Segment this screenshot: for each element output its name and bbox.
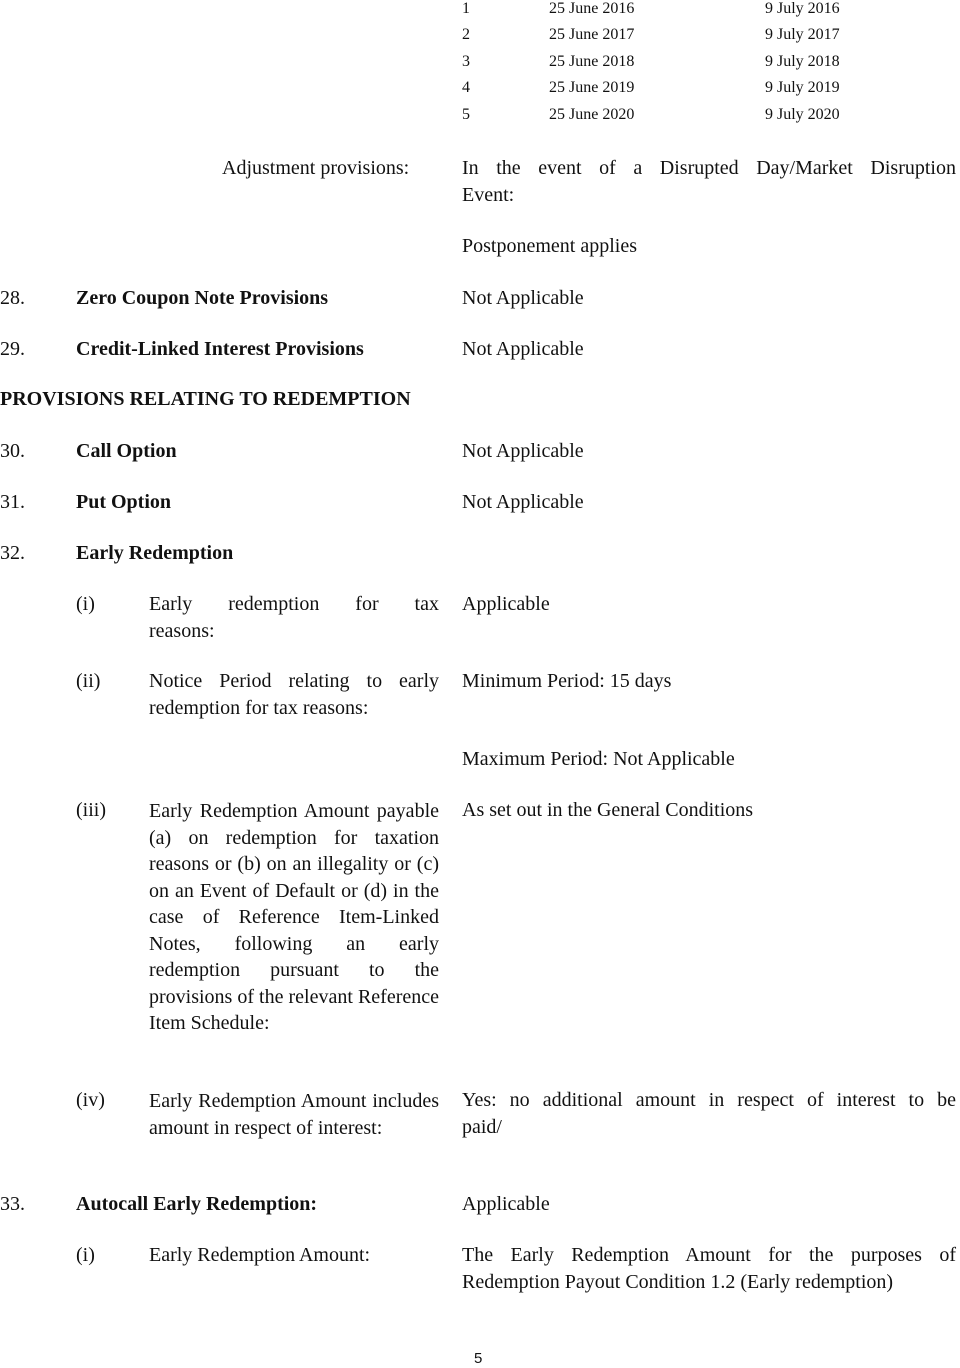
item-label-autocall: Autocall Early Redemption:	[76, 1193, 318, 1215]
schedule-row-date: 9 July 2019	[765, 79, 840, 96]
item-number: 30.	[0, 440, 25, 462]
schedule-row-date: 25 June 2017	[549, 26, 635, 43]
sub-item-label-line2: redemption for tax reasons:	[149, 697, 369, 719]
sub-item-number: (iv)	[76, 1089, 105, 1111]
sub-item-label-line1: Early redemption for tax	[149, 593, 439, 615]
schedule-row-number: 1	[462, 0, 470, 17]
sub-item-label-line2: reasons:	[149, 620, 215, 642]
schedule-row-date: 9 July 2018	[765, 53, 840, 70]
sub-item-value: As set out in the General Conditions	[462, 799, 754, 821]
interest-inclusion-label: Early Redemption Amount includes amount in respect of interest:	[149, 1090, 439, 1139]
schedule-row-number: 4	[462, 79, 470, 96]
sub-item-label-line1: Notice Period relating to early	[149, 670, 439, 692]
schedule-row-date: 9 July 2017	[765, 26, 840, 43]
schedule-row-date: 9 July 2016	[765, 0, 840, 17]
notice-period-maximum: Maximum Period: Not Applicable	[462, 748, 735, 770]
item-label-put-option: Put Option	[76, 491, 172, 513]
schedule-row-date: 25 June 2019	[549, 79, 635, 96]
item-label-call-option: Call Option	[76, 440, 177, 462]
sub-item-number: (i)	[76, 593, 95, 615]
interest-inclusion-value-line1: Yes: no additional amount in respect of interest to be	[462, 1089, 956, 1111]
schedule-row-number: 5	[462, 106, 470, 123]
item-label-credit-linked: Credit-Linked Interest Provisions	[76, 338, 364, 360]
item-value: Not Applicable	[462, 491, 584, 513]
section-heading: PROVISIONS RELATING TO REDEMPTION	[0, 388, 411, 410]
schedule-row-date: 25 June 2020	[549, 106, 635, 123]
sub-item-label: Early Redemption Amount:	[149, 1244, 371, 1266]
item-value: Not Applicable	[462, 440, 584, 462]
item-number: 33.	[0, 1193, 25, 1215]
item-number: 32.	[0, 542, 25, 564]
item-number: 31.	[0, 491, 25, 513]
item-value: Not Applicable	[462, 287, 584, 309]
item-value: Not Applicable	[462, 338, 584, 360]
sub-item-value: Applicable	[462, 593, 550, 615]
item-number: 29.	[0, 338, 25, 360]
interest-inclusion-value-line2: paid/	[462, 1116, 502, 1138]
item-number: 28.	[0, 287, 25, 309]
adjustment-value-line2: Event:	[462, 184, 515, 206]
sub-item-number: (iii)	[76, 799, 106, 821]
adjustment-value-line1: In the event of a Disrupted Day/Market Disruption	[462, 157, 956, 179]
postponement-text: Postponement applies	[462, 235, 637, 257]
autocall-amount-value-line1: The Early Redemption Amount for the purposes of	[462, 1244, 956, 1266]
schedule-row-number: 2	[462, 26, 470, 43]
notice-period-minimum: Minimum Period: 15 days	[462, 670, 672, 692]
page-number: 5	[474, 1350, 483, 1367]
sub-item-number: (i)	[76, 1244, 95, 1266]
schedule-row-date: 9 July 2020	[765, 106, 840, 123]
item-label-early-redemption: Early Redemption	[76, 542, 234, 564]
sub-item-number: (ii)	[76, 670, 101, 692]
schedule-row-date: 25 June 2016	[549, 0, 635, 17]
schedule-row-date: 25 June 2018	[549, 53, 635, 70]
autocall-amount-value-line2: Redemption Payout Condition 1.2 (Early redemption)	[462, 1271, 894, 1293]
item-value: Applicable	[462, 1193, 550, 1215]
item-label-zero-coupon: Zero Coupon Note Provisions	[76, 287, 329, 309]
schedule-row-number: 3	[462, 53, 470, 70]
early-redemption-amount-label: Early Redemption Amount payable (a) on redemption for taxation reasons or (b) on an illegality or (c) on an Event of Default or (d) in the case of Reference Item-Linked Notes, following an early redemption pursuant to the provisions of the relevant Reference Item Schedule:	[149, 800, 439, 1034]
adjustment-label: Adjustment provisions:	[222, 157, 410, 179]
